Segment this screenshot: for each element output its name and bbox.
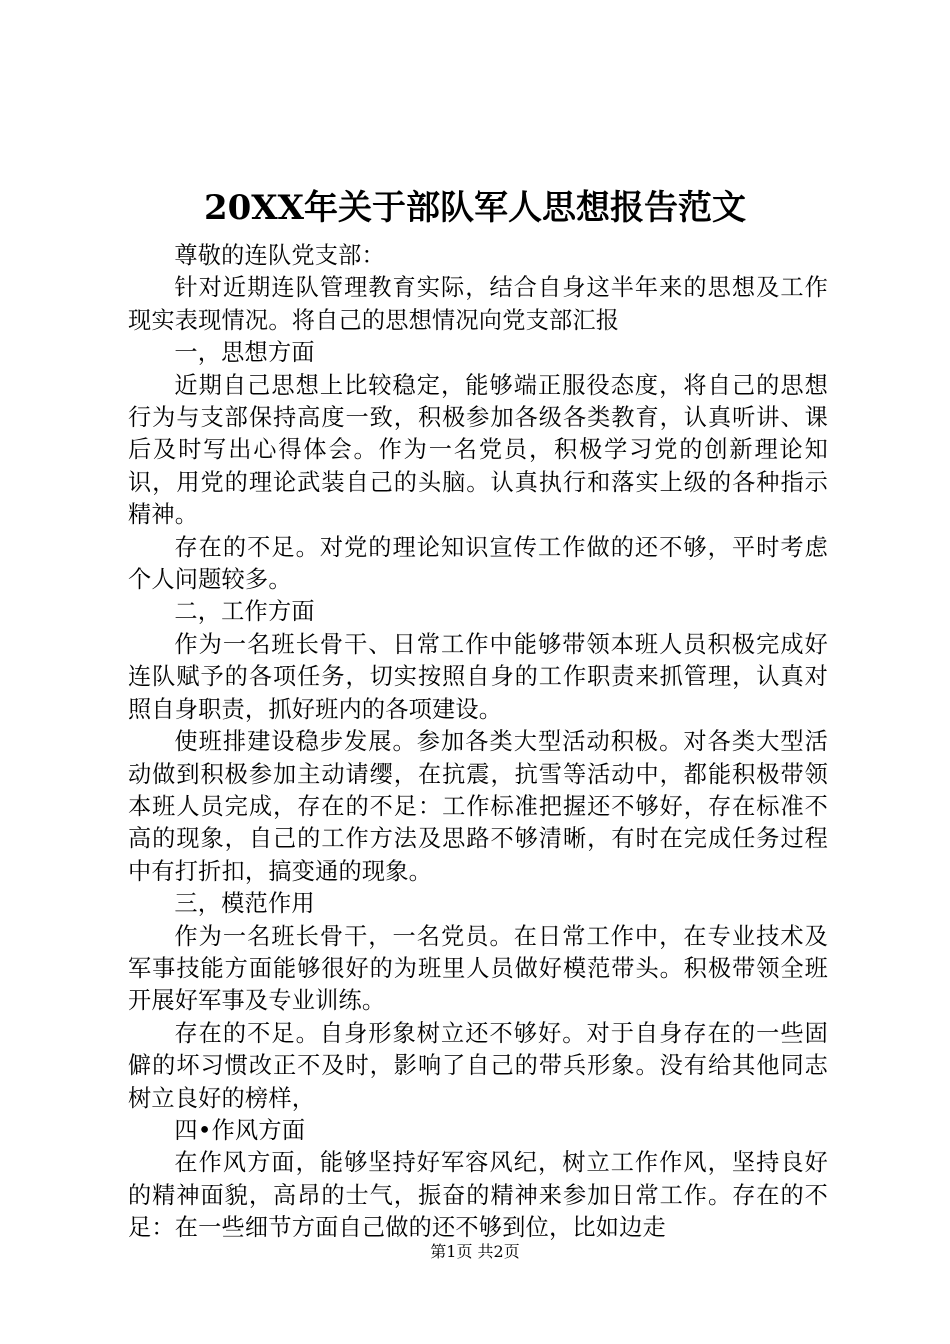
section-heading-work: 二，工作方面 bbox=[174, 598, 315, 626]
paragraph-style: 在作风方面，能够坚持好军容风纪，树立工作作风，坚持良好的精神面貌，高昂的士气，振奋的精神来参加日常工作。存在的不足：在一些细节方面自己做的还不够到位，比如边走 bbox=[128, 1149, 828, 1242]
document-body bbox=[128, 240, 828, 1245]
section-heading-role-model: 三，模范作用 bbox=[174, 890, 315, 918]
section-heading-thought: 一，思想方面 bbox=[174, 339, 315, 367]
page-footer: 第1页 共2页 bbox=[430, 1242, 520, 1261]
salutation: 尊敬的连队党支部： bbox=[174, 242, 385, 269]
document-title: 20XX年关于部队军人思想报告范文 bbox=[203, 188, 747, 228]
paragraph-work-development: 使班排建设稳步发展。参加各类大型活动积极。对各类大型活动做到积极参加主动请缨，在抗震，抗雪等活动中，都能积极带领本班人员完成，存在的不足：工作标准把握还不够好，存在标准不高的现象，自己的工作方法及思路不够清晰，有时在完成任务过程中有打折扣，搞变通的现象。 bbox=[128, 728, 828, 885]
paragraph-role-model-shortcomings: 存在的不足。自身形象树立还不够好。对于自身存在的一些固僻的坏习惯改正不及时，影响了自己的带兵形象。没有给其他同志树立良好的榜样， bbox=[128, 1019, 828, 1112]
paragraph-work: 作为一名班长骨干、日常工作中能够带领本班人员积极完成好连队赋予的各项任务，切实按照自身的工作职责来抓管理，认真对照自身职责，抓好班内的各项建设。 bbox=[128, 630, 828, 723]
section-heading-style: 四•作风方面 bbox=[174, 1116, 306, 1144]
paragraph-thought-shortcomings: 存在的不足。对党的理论知识宣传工作做的还不够，平时考虑个人问题较多。 bbox=[128, 533, 828, 594]
paragraph-role-model: 作为一名班长骨干，一名党员。在日常工作中，在专业技术及军事技能方面能够很好的为班里人员做好模范带头。积极带领全班开展好军事及专业训练。 bbox=[128, 922, 828, 1015]
paragraph-thought: 近期自己思想上比较稳定，能够端正服役态度，将自己的思想行为与支部保持高度一致，积极参加各级各类教育，认真听讲、课后及时写出心得体会。作为一名党员，积极学习党的创新理论知识，用党的理论武装自己的头脑。认真执行和落实上级的各种指示精神。 bbox=[128, 371, 828, 529]
intro-paragraph: 针对近期连队管理教育实际，结合自身这半年来的思想及工作现实表现情况。将自己的思想情况向党支部汇报 bbox=[128, 274, 828, 334]
